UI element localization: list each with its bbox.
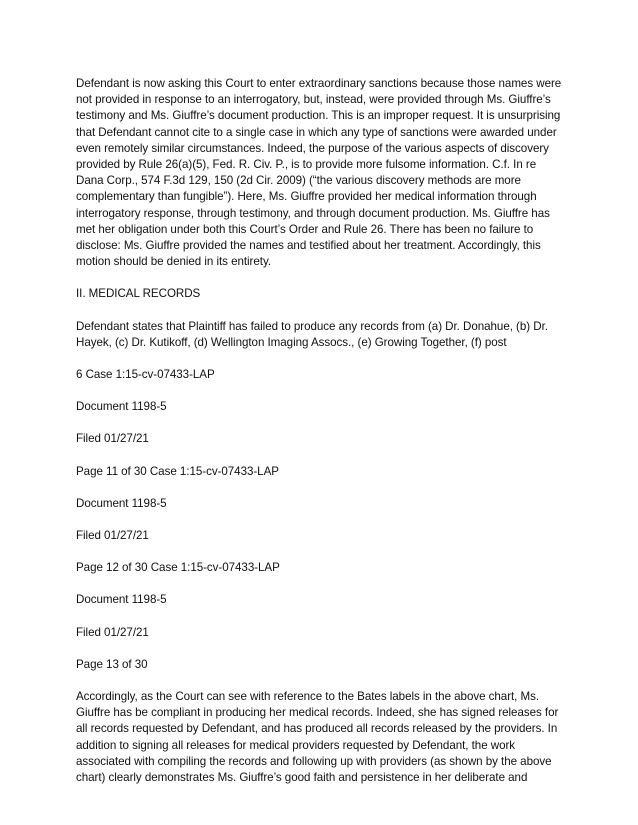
page-footer-line: Page 11 of 30 Case 1:15-cv-07433-LAP [76,464,279,478]
body-paragraph: Defendant is now asking this Court to enter extraordinary sanctions because those names were not provided in response to an interrogatory, but, instead, were provided through Ms. Giuffre’s testimony and Ms. Giuffre’s document production. This is an improper request. It is unsurprising that Defendant cannot cite to a single case in which any type of sanctions were awarded under even remotely similar circumstances. Indeed, the purpose of the various aspects of discovery provided by Rule 26(a)(5), Fed. R. Civ. P., is to provide more fulsome information. C.f. In re Dana Corp., 574 F.3d 129, 150 (2d Cir. 2009) (“the various discovery methods are more complementary than fungible”). Here, Ms. Giuffre provided her medical information through interrogatory response, through testimony, and through document production. Ms. Giuffre has met her obligation under both this Court’s Order and Rule 26. There has been no failure to disclose: Ms. Giuffre provided the names and testified about her treatment. Accordingly, this motion should be denied in its entirety. [76,77,562,269]
page-footer-line: Filed 01/27/21 [76,432,149,446]
section-heading: II. MEDICAL RECORDS [76,287,201,301]
page-footer-line: 6 Case 1:15-cv-07433-LAP [76,368,215,382]
page-footer-line: Filed 01/27/21 [76,625,149,639]
page-footer-line: Document 1198-5 [76,593,167,607]
page-footer-line: Document 1198-5 [76,400,167,414]
body-paragraph: Accordingly, as the Court can see with reference to the Bates labels in the above chart, Ms. Giuffre has be compliant in producing her medical records. Indeed, she has signed releases for all records requested by Defendant, and has produced all records released by the providers. In addition to signing all releases for medical providers requested by Defendant, the work associated with compiling the records and following up with providers (as shown by the above chart) clearly demonstrates Ms. Giuffre’s good faith and persistence in her deliberate and [76,690,559,785]
page-footer-line: Document 1198-5 [76,496,167,510]
page-footer-line: Filed 01/27/21 [76,529,149,543]
page-footer-line: Page 12 of 30 Case 1:15-cv-07433-LAP [76,561,280,575]
page-footer-line: Page 13 of 30 [76,657,148,671]
document-page [76,76,566,786]
body-paragraph: Defendant states that Plaintiff has failed to produce any records from (a) Dr. Donahue, (b) Dr. Hayek, (c) Dr. Kutikoff, (d) Wellington Imaging Assocs., (e) Growing Together, (f) post [76,319,548,349]
